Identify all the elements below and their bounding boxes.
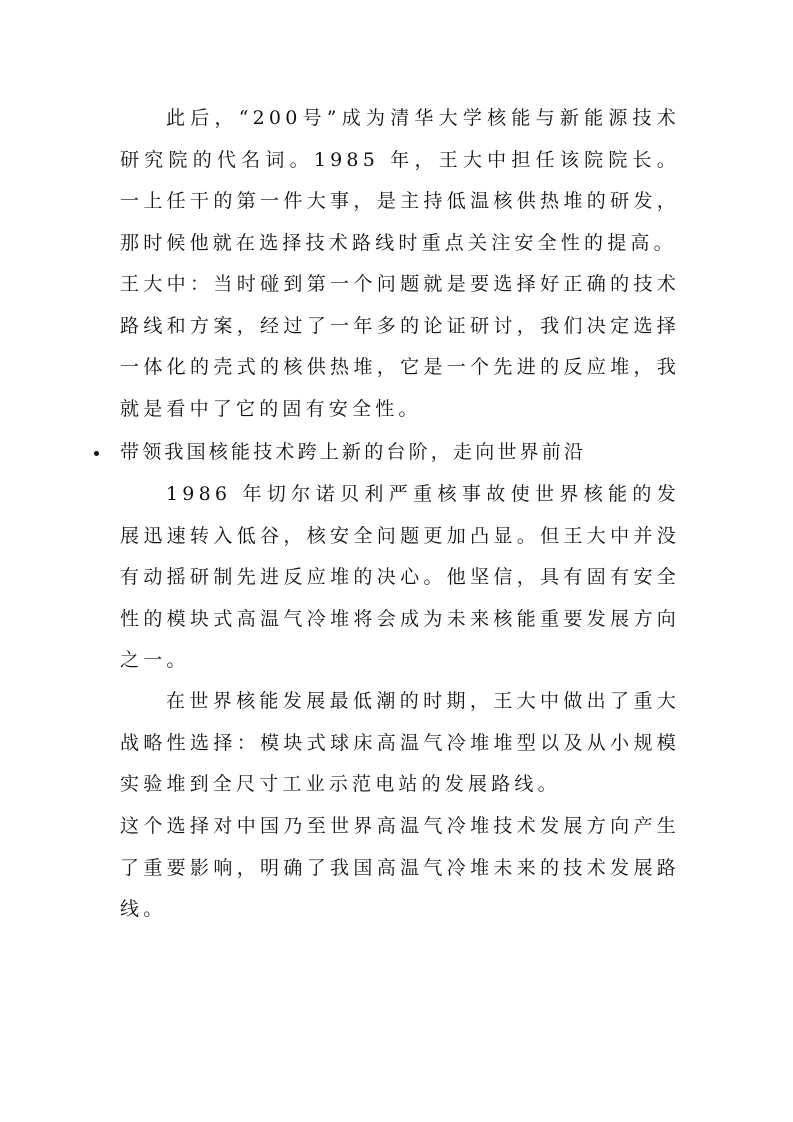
paragraph-chernobyl: 1986 年切尔诺贝利严重核事故使世界核能的发展迅速转入低谷，核安全问题更加凸显。但王大中并没有动摇研制先进反应堆的决心。他坚信，具有固有安全性的模块式高温气冷堆将会成为未来核能重要发展方向之一。 bbox=[120, 483, 680, 671]
paragraph-impact: 这个选择对中国乃至世界高温气冷堆技术发展方向产生了重要影响，明确了我国高温气冷堆未来的技术发展路线。 bbox=[120, 815, 680, 920]
section-heading: 带领我国核能技术跨上新的台阶，走向世界前沿 bbox=[120, 441, 587, 463]
paragraph-strategic-choice: 在世界核能发展最低潮的时期，王大中做出了重大战略性选择：模块式球床高温气冷堆堆型以及从小规模实验堆到全尺寸工业示范电站的发展路线。 bbox=[120, 690, 680, 795]
section-bullet bbox=[90, 432, 690, 472]
paragraph-wang-dazhong-quote: 王大中：当时碰到第一个问题就是要选择好正确的技术路线和方案，经过了一年多的论证研讨，我们决定选择一体化的壳式的核供热堆，它是一个先进的反应堆，我就是看中了它的固有安全性。 bbox=[120, 273, 680, 420]
paragraph-200-institute: 此后，“200号”成为清华大学核能与新能源技术研究院的代名词。1985 年，王大中担任该院院长。一上任干的第一件大事，是主持低温核供热堆的研发，那时候他就在选择技术路线时重点关注安全性的提高。 bbox=[120, 107, 680, 254]
bullet-dot-icon bbox=[94, 451, 99, 456]
